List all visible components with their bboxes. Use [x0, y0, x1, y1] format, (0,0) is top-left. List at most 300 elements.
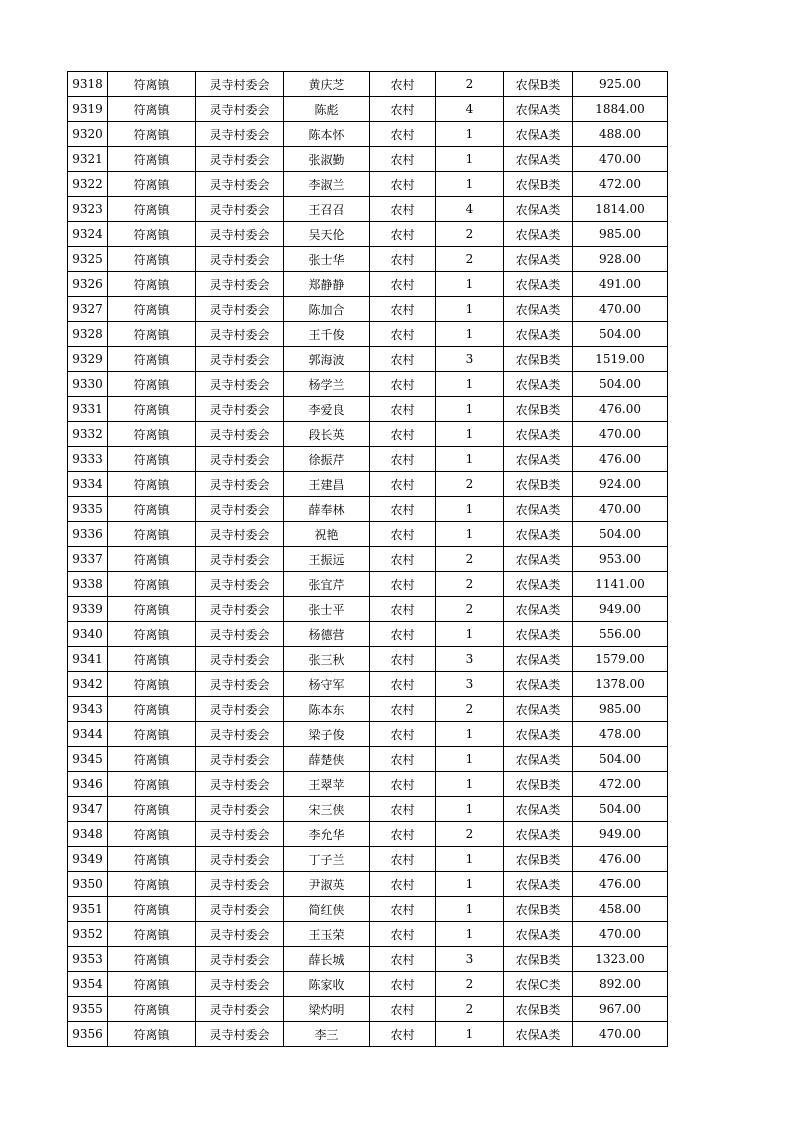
cell-town: 符离镇 [108, 122, 196, 147]
cell-person-name: 王召召 [284, 197, 370, 222]
cell-insurance-category: 农保A类 [504, 247, 573, 272]
cell-town: 符离镇 [108, 647, 196, 672]
cell-row-id: 9326 [68, 272, 108, 297]
cell-row-id: 9321 [68, 147, 108, 172]
cell-area-type: 农村 [370, 222, 436, 247]
cell-person-name: 张淑勤 [284, 147, 370, 172]
cell-person-name: 王玉荣 [284, 922, 370, 947]
cell-amount: 949.00 [573, 597, 668, 622]
cell-household-size: 1 [436, 322, 504, 347]
cell-household-size: 2 [436, 597, 504, 622]
cell-town: 符离镇 [108, 897, 196, 922]
cell-village-committee: 灵寺村委会 [196, 722, 284, 747]
cell-person-name: 简红侠 [284, 897, 370, 922]
cell-row-id: 9350 [68, 872, 108, 897]
cell-amount: 472.00 [573, 172, 668, 197]
cell-area-type: 农村 [370, 597, 436, 622]
cell-person-name: 陈本怀 [284, 122, 370, 147]
cell-insurance-category: 农保A类 [504, 597, 573, 622]
cell-household-size: 1 [436, 122, 504, 147]
cell-row-id: 9329 [68, 347, 108, 372]
cell-area-type: 农村 [370, 797, 436, 822]
cell-insurance-category: 农保B类 [504, 397, 573, 422]
cell-insurance-category: 农保B类 [504, 72, 573, 97]
cell-row-id: 9325 [68, 247, 108, 272]
cell-amount: 1579.00 [573, 647, 668, 672]
cell-row-id: 9338 [68, 572, 108, 597]
cell-row-id: 9332 [68, 422, 108, 447]
cell-amount: 1323.00 [573, 947, 668, 972]
cell-household-size: 1 [436, 747, 504, 772]
cell-village-committee: 灵寺村委会 [196, 447, 284, 472]
cell-village-committee: 灵寺村委会 [196, 622, 284, 647]
cell-household-size: 2 [436, 822, 504, 847]
cell-insurance-category: 农保A类 [504, 272, 573, 297]
cell-row-id: 9341 [68, 647, 108, 672]
cell-amount: 925.00 [573, 72, 668, 97]
cell-amount: 458.00 [573, 897, 668, 922]
cell-person-name: 张士平 [284, 597, 370, 622]
cell-insurance-category: 农保B类 [504, 847, 573, 872]
cell-insurance-category: 农保A类 [504, 722, 573, 747]
cell-person-name: 王千俊 [284, 322, 370, 347]
table-row [68, 622, 668, 647]
cell-household-size: 3 [436, 947, 504, 972]
cell-household-size: 2 [436, 972, 504, 997]
cell-area-type: 农村 [370, 822, 436, 847]
cell-village-committee: 灵寺村委会 [196, 297, 284, 322]
cell-insurance-category: 农保A类 [504, 222, 573, 247]
cell-area-type: 农村 [370, 472, 436, 497]
cell-amount: 470.00 [573, 497, 668, 522]
cell-area-type: 农村 [370, 297, 436, 322]
cell-village-committee: 灵寺村委会 [196, 847, 284, 872]
cell-amount: 504.00 [573, 322, 668, 347]
cell-insurance-category: 农保A类 [504, 647, 573, 672]
table-row [68, 322, 668, 347]
table-row [68, 997, 668, 1022]
cell-amount: 892.00 [573, 972, 668, 997]
cell-amount: 504.00 [573, 522, 668, 547]
table-row [68, 72, 668, 97]
cell-household-size: 1 [436, 797, 504, 822]
cell-area-type: 农村 [370, 447, 436, 472]
cell-insurance-category: 农保C类 [504, 972, 573, 997]
cell-household-size: 1 [436, 422, 504, 447]
cell-town: 符离镇 [108, 597, 196, 622]
table-row [68, 397, 668, 422]
cell-village-committee: 灵寺村委会 [196, 747, 284, 772]
cell-amount: 476.00 [573, 447, 668, 472]
cell-village-committee: 灵寺村委会 [196, 597, 284, 622]
cell-town: 符离镇 [108, 972, 196, 997]
cell-insurance-category: 农保B类 [504, 997, 573, 1022]
cell-town: 符离镇 [108, 397, 196, 422]
cell-row-id: 9347 [68, 797, 108, 822]
cell-person-name: 薛奉林 [284, 497, 370, 522]
cell-town: 符离镇 [108, 347, 196, 372]
cell-household-size: 3 [436, 672, 504, 697]
cell-town: 符离镇 [108, 922, 196, 947]
cell-village-committee: 灵寺村委会 [196, 372, 284, 397]
cell-village-committee: 灵寺村委会 [196, 147, 284, 172]
cell-row-id: 9339 [68, 597, 108, 622]
cell-insurance-category: 农保B类 [504, 772, 573, 797]
cell-row-id: 9343 [68, 697, 108, 722]
cell-amount: 953.00 [573, 547, 668, 572]
cell-village-committee: 灵寺村委会 [196, 572, 284, 597]
table-row [68, 222, 668, 247]
cell-row-id: 9346 [68, 772, 108, 797]
cell-insurance-category: 农保A类 [504, 872, 573, 897]
cell-town: 符离镇 [108, 1022, 196, 1047]
cell-amount: 1814.00 [573, 197, 668, 222]
cell-village-committee: 灵寺村委会 [196, 647, 284, 672]
cell-insurance-category: 农保B类 [504, 172, 573, 197]
cell-household-size: 1 [436, 447, 504, 472]
cell-person-name: 李淑兰 [284, 172, 370, 197]
cell-household-size: 2 [436, 72, 504, 97]
cell-person-name: 李爱良 [284, 397, 370, 422]
cell-row-id: 9330 [68, 372, 108, 397]
cell-row-id: 9323 [68, 197, 108, 222]
cell-area-type: 农村 [370, 747, 436, 772]
cell-town: 符离镇 [108, 747, 196, 772]
cell-insurance-category: 农保A类 [504, 822, 573, 847]
cell-amount: 478.00 [573, 722, 668, 747]
cell-person-name: 张宜芹 [284, 572, 370, 597]
table-row [68, 472, 668, 497]
cell-insurance-category: 农保A类 [504, 572, 573, 597]
table-row [68, 797, 668, 822]
cell-village-committee: 灵寺村委会 [196, 697, 284, 722]
cell-insurance-category: 农保A类 [504, 197, 573, 222]
cell-row-id: 9355 [68, 997, 108, 1022]
table-row [68, 122, 668, 147]
table-row [68, 272, 668, 297]
cell-insurance-category: 农保A类 [504, 747, 573, 772]
cell-amount: 928.00 [573, 247, 668, 272]
table-row [68, 647, 668, 672]
cell-row-id: 9319 [68, 97, 108, 122]
cell-area-type: 农村 [370, 372, 436, 397]
cell-area-type: 农村 [370, 647, 436, 672]
cell-household-size: 2 [436, 997, 504, 1022]
cell-town: 符离镇 [108, 872, 196, 897]
cell-insurance-category: 农保A类 [504, 147, 573, 172]
cell-row-id: 9320 [68, 122, 108, 147]
table-row [68, 247, 668, 272]
cell-amount: 472.00 [573, 772, 668, 797]
cell-person-name: 徐振芹 [284, 447, 370, 472]
table-row [68, 172, 668, 197]
table-row [68, 722, 668, 747]
cell-village-committee: 灵寺村委会 [196, 72, 284, 97]
cell-row-id: 9351 [68, 897, 108, 922]
cell-area-type: 农村 [370, 847, 436, 872]
cell-amount: 476.00 [573, 397, 668, 422]
cell-person-name: 陈彪 [284, 97, 370, 122]
cell-insurance-category: 农保A类 [504, 522, 573, 547]
cell-insurance-category: 农保B类 [504, 347, 573, 372]
cell-person-name: 陈本东 [284, 697, 370, 722]
cell-insurance-category: 农保B类 [504, 947, 573, 972]
cell-row-id: 9344 [68, 722, 108, 747]
cell-row-id: 9336 [68, 522, 108, 547]
cell-town: 符离镇 [108, 272, 196, 297]
cell-row-id: 9324 [68, 222, 108, 247]
cell-insurance-category: 农保A类 [504, 922, 573, 947]
cell-row-id: 9335 [68, 497, 108, 522]
cell-row-id: 9345 [68, 747, 108, 772]
cell-area-type: 农村 [370, 422, 436, 447]
cell-area-type: 农村 [370, 547, 436, 572]
cell-person-name: 黄庆芝 [284, 72, 370, 97]
cell-town: 符离镇 [108, 847, 196, 872]
cell-area-type: 农村 [370, 697, 436, 722]
table-row [68, 147, 668, 172]
table-row [68, 97, 668, 122]
cell-row-id: 9328 [68, 322, 108, 347]
cell-village-committee: 灵寺村委会 [196, 172, 284, 197]
cell-row-id: 9340 [68, 622, 108, 647]
cell-area-type: 农村 [370, 947, 436, 972]
cell-household-size: 1 [436, 872, 504, 897]
table-row [68, 697, 668, 722]
cell-insurance-category: 农保A类 [504, 122, 573, 147]
table-row [68, 197, 668, 222]
cell-area-type: 农村 [370, 272, 436, 297]
cell-town: 符离镇 [108, 422, 196, 447]
cell-amount: 1378.00 [573, 672, 668, 697]
cell-village-committee: 灵寺村委会 [196, 547, 284, 572]
cell-area-type: 农村 [370, 72, 436, 97]
cell-town: 符离镇 [108, 547, 196, 572]
cell-person-name: 陈家收 [284, 972, 370, 997]
table-row [68, 1022, 668, 1047]
cell-amount: 504.00 [573, 372, 668, 397]
cell-row-id: 9318 [68, 72, 108, 97]
cell-village-committee: 灵寺村委会 [196, 872, 284, 897]
table-row [68, 672, 668, 697]
cell-person-name: 段长英 [284, 422, 370, 447]
cell-household-size: 4 [436, 97, 504, 122]
cell-village-committee: 灵寺村委会 [196, 422, 284, 447]
cell-row-id: 9327 [68, 297, 108, 322]
cell-area-type: 农村 [370, 772, 436, 797]
cell-person-name: 薛长城 [284, 947, 370, 972]
cell-area-type: 农村 [370, 247, 436, 272]
cell-insurance-category: 农保A类 [504, 372, 573, 397]
cell-town: 符离镇 [108, 672, 196, 697]
cell-person-name: 张士华 [284, 247, 370, 272]
cell-area-type: 农村 [370, 122, 436, 147]
cell-area-type: 农村 [370, 722, 436, 747]
cell-village-committee: 灵寺村委会 [196, 247, 284, 272]
cell-household-size: 1 [436, 922, 504, 947]
cell-town: 符离镇 [108, 497, 196, 522]
cell-person-name: 宋三侠 [284, 797, 370, 822]
cell-person-name: 杨德营 [284, 622, 370, 647]
table-row [68, 897, 668, 922]
cell-town: 符离镇 [108, 622, 196, 647]
cell-area-type: 农村 [370, 972, 436, 997]
cell-household-size: 1 [436, 772, 504, 797]
cell-amount: 985.00 [573, 697, 668, 722]
cell-household-size: 4 [436, 197, 504, 222]
cell-household-size: 1 [436, 847, 504, 872]
cell-area-type: 农村 [370, 897, 436, 922]
cell-person-name: 张三秋 [284, 647, 370, 672]
cell-village-committee: 灵寺村委会 [196, 347, 284, 372]
cell-row-id: 9349 [68, 847, 108, 872]
cell-area-type: 农村 [370, 397, 436, 422]
cell-amount: 556.00 [573, 622, 668, 647]
cell-household-size: 1 [436, 497, 504, 522]
cell-amount: 470.00 [573, 422, 668, 447]
cell-person-name: 梁灼明 [284, 997, 370, 1022]
table-row [68, 922, 668, 947]
cell-insurance-category: 农保A类 [504, 1022, 573, 1047]
cell-amount: 985.00 [573, 222, 668, 247]
cell-village-committee: 灵寺村委会 [196, 772, 284, 797]
table-row [68, 447, 668, 472]
cell-town: 符离镇 [108, 572, 196, 597]
cell-row-id: 9353 [68, 947, 108, 972]
cell-person-name: 祝艳 [284, 522, 370, 547]
cell-person-name: 郭海波 [284, 347, 370, 372]
table-row [68, 422, 668, 447]
cell-household-size: 2 [436, 222, 504, 247]
cell-household-size: 1 [436, 622, 504, 647]
cell-household-size: 1 [436, 397, 504, 422]
cell-person-name: 薛楚侠 [284, 747, 370, 772]
cell-household-size: 1 [436, 297, 504, 322]
cell-village-committee: 灵寺村委会 [196, 472, 284, 497]
cell-area-type: 农村 [370, 1022, 436, 1047]
cell-town: 符离镇 [108, 322, 196, 347]
cell-insurance-category: 农保A类 [504, 497, 573, 522]
cell-amount: 470.00 [573, 147, 668, 172]
cell-person-name: 李三 [284, 1022, 370, 1047]
cell-household-size: 2 [436, 572, 504, 597]
cell-insurance-category: 农保A类 [504, 697, 573, 722]
cell-area-type: 农村 [370, 97, 436, 122]
cell-village-committee: 灵寺村委会 [196, 897, 284, 922]
cell-person-name: 李允华 [284, 822, 370, 847]
cell-household-size: 1 [436, 722, 504, 747]
cell-household-size: 1 [436, 897, 504, 922]
cell-person-name: 梁子俊 [284, 722, 370, 747]
cell-insurance-category: 农保A类 [504, 797, 573, 822]
cell-household-size: 1 [436, 1022, 504, 1047]
cell-town: 符离镇 [108, 222, 196, 247]
cell-village-committee: 灵寺村委会 [196, 322, 284, 347]
cell-town: 符离镇 [108, 97, 196, 122]
cell-area-type: 农村 [370, 197, 436, 222]
cell-person-name: 郑静静 [284, 272, 370, 297]
table-row [68, 847, 668, 872]
cell-area-type: 农村 [370, 497, 436, 522]
cell-village-committee: 灵寺村委会 [196, 397, 284, 422]
cell-household-size: 1 [436, 272, 504, 297]
cell-area-type: 农村 [370, 172, 436, 197]
cell-village-committee: 灵寺村委会 [196, 972, 284, 997]
cell-amount: 470.00 [573, 922, 668, 947]
cell-person-name: 王翠苹 [284, 772, 370, 797]
cell-household-size: 1 [436, 372, 504, 397]
table-row [68, 372, 668, 397]
cell-row-id: 9348 [68, 822, 108, 847]
cell-row-id: 9331 [68, 397, 108, 422]
cell-village-committee: 灵寺村委会 [196, 222, 284, 247]
cell-insurance-category: 农保B类 [504, 472, 573, 497]
cell-household-size: 2 [436, 472, 504, 497]
cell-village-committee: 灵寺村委会 [196, 497, 284, 522]
cell-area-type: 农村 [370, 322, 436, 347]
cell-person-name: 王振远 [284, 547, 370, 572]
cell-row-id: 9356 [68, 1022, 108, 1047]
cell-row-id: 9352 [68, 922, 108, 947]
table-row [68, 872, 668, 897]
cell-insurance-category: 农保A类 [504, 97, 573, 122]
cell-insurance-category: 农保A类 [504, 547, 573, 572]
cell-person-name: 王建昌 [284, 472, 370, 497]
cell-area-type: 农村 [370, 622, 436, 647]
cell-town: 符离镇 [108, 772, 196, 797]
cell-household-size: 1 [436, 172, 504, 197]
cell-village-committee: 灵寺村委会 [196, 522, 284, 547]
cell-amount: 504.00 [573, 797, 668, 822]
cell-amount: 967.00 [573, 997, 668, 1022]
table-row [68, 572, 668, 597]
cell-person-name: 陈加合 [284, 297, 370, 322]
cell-household-size: 2 [436, 247, 504, 272]
cell-village-committee: 灵寺村委会 [196, 947, 284, 972]
cell-village-committee: 灵寺村委会 [196, 822, 284, 847]
cell-insurance-category: 农保A类 [504, 322, 573, 347]
cell-amount: 476.00 [573, 847, 668, 872]
cell-household-size: 1 [436, 522, 504, 547]
cell-amount: 470.00 [573, 297, 668, 322]
table-row [68, 297, 668, 322]
cell-town: 符离镇 [108, 822, 196, 847]
cell-household-size: 3 [436, 347, 504, 372]
cell-area-type: 农村 [370, 147, 436, 172]
cell-town: 符离镇 [108, 447, 196, 472]
cell-amount: 491.00 [573, 272, 668, 297]
cell-town: 符离镇 [108, 947, 196, 972]
cell-town: 符离镇 [108, 797, 196, 822]
cell-town: 符离镇 [108, 697, 196, 722]
cell-row-id: 9333 [68, 447, 108, 472]
table-row [68, 747, 668, 772]
cell-person-name: 尹淑英 [284, 872, 370, 897]
cell-area-type: 农村 [370, 572, 436, 597]
cell-village-committee: 灵寺村委会 [196, 272, 284, 297]
cell-town: 符离镇 [108, 72, 196, 97]
cell-household-size: 2 [436, 697, 504, 722]
cell-row-id: 9334 [68, 472, 108, 497]
cell-town: 符离镇 [108, 372, 196, 397]
cell-amount: 504.00 [573, 747, 668, 772]
cell-area-type: 农村 [370, 997, 436, 1022]
table-row [68, 522, 668, 547]
cell-village-committee: 灵寺村委会 [196, 672, 284, 697]
cell-area-type: 农村 [370, 347, 436, 372]
cell-insurance-category: 农保A类 [504, 297, 573, 322]
cell-town: 符离镇 [108, 172, 196, 197]
